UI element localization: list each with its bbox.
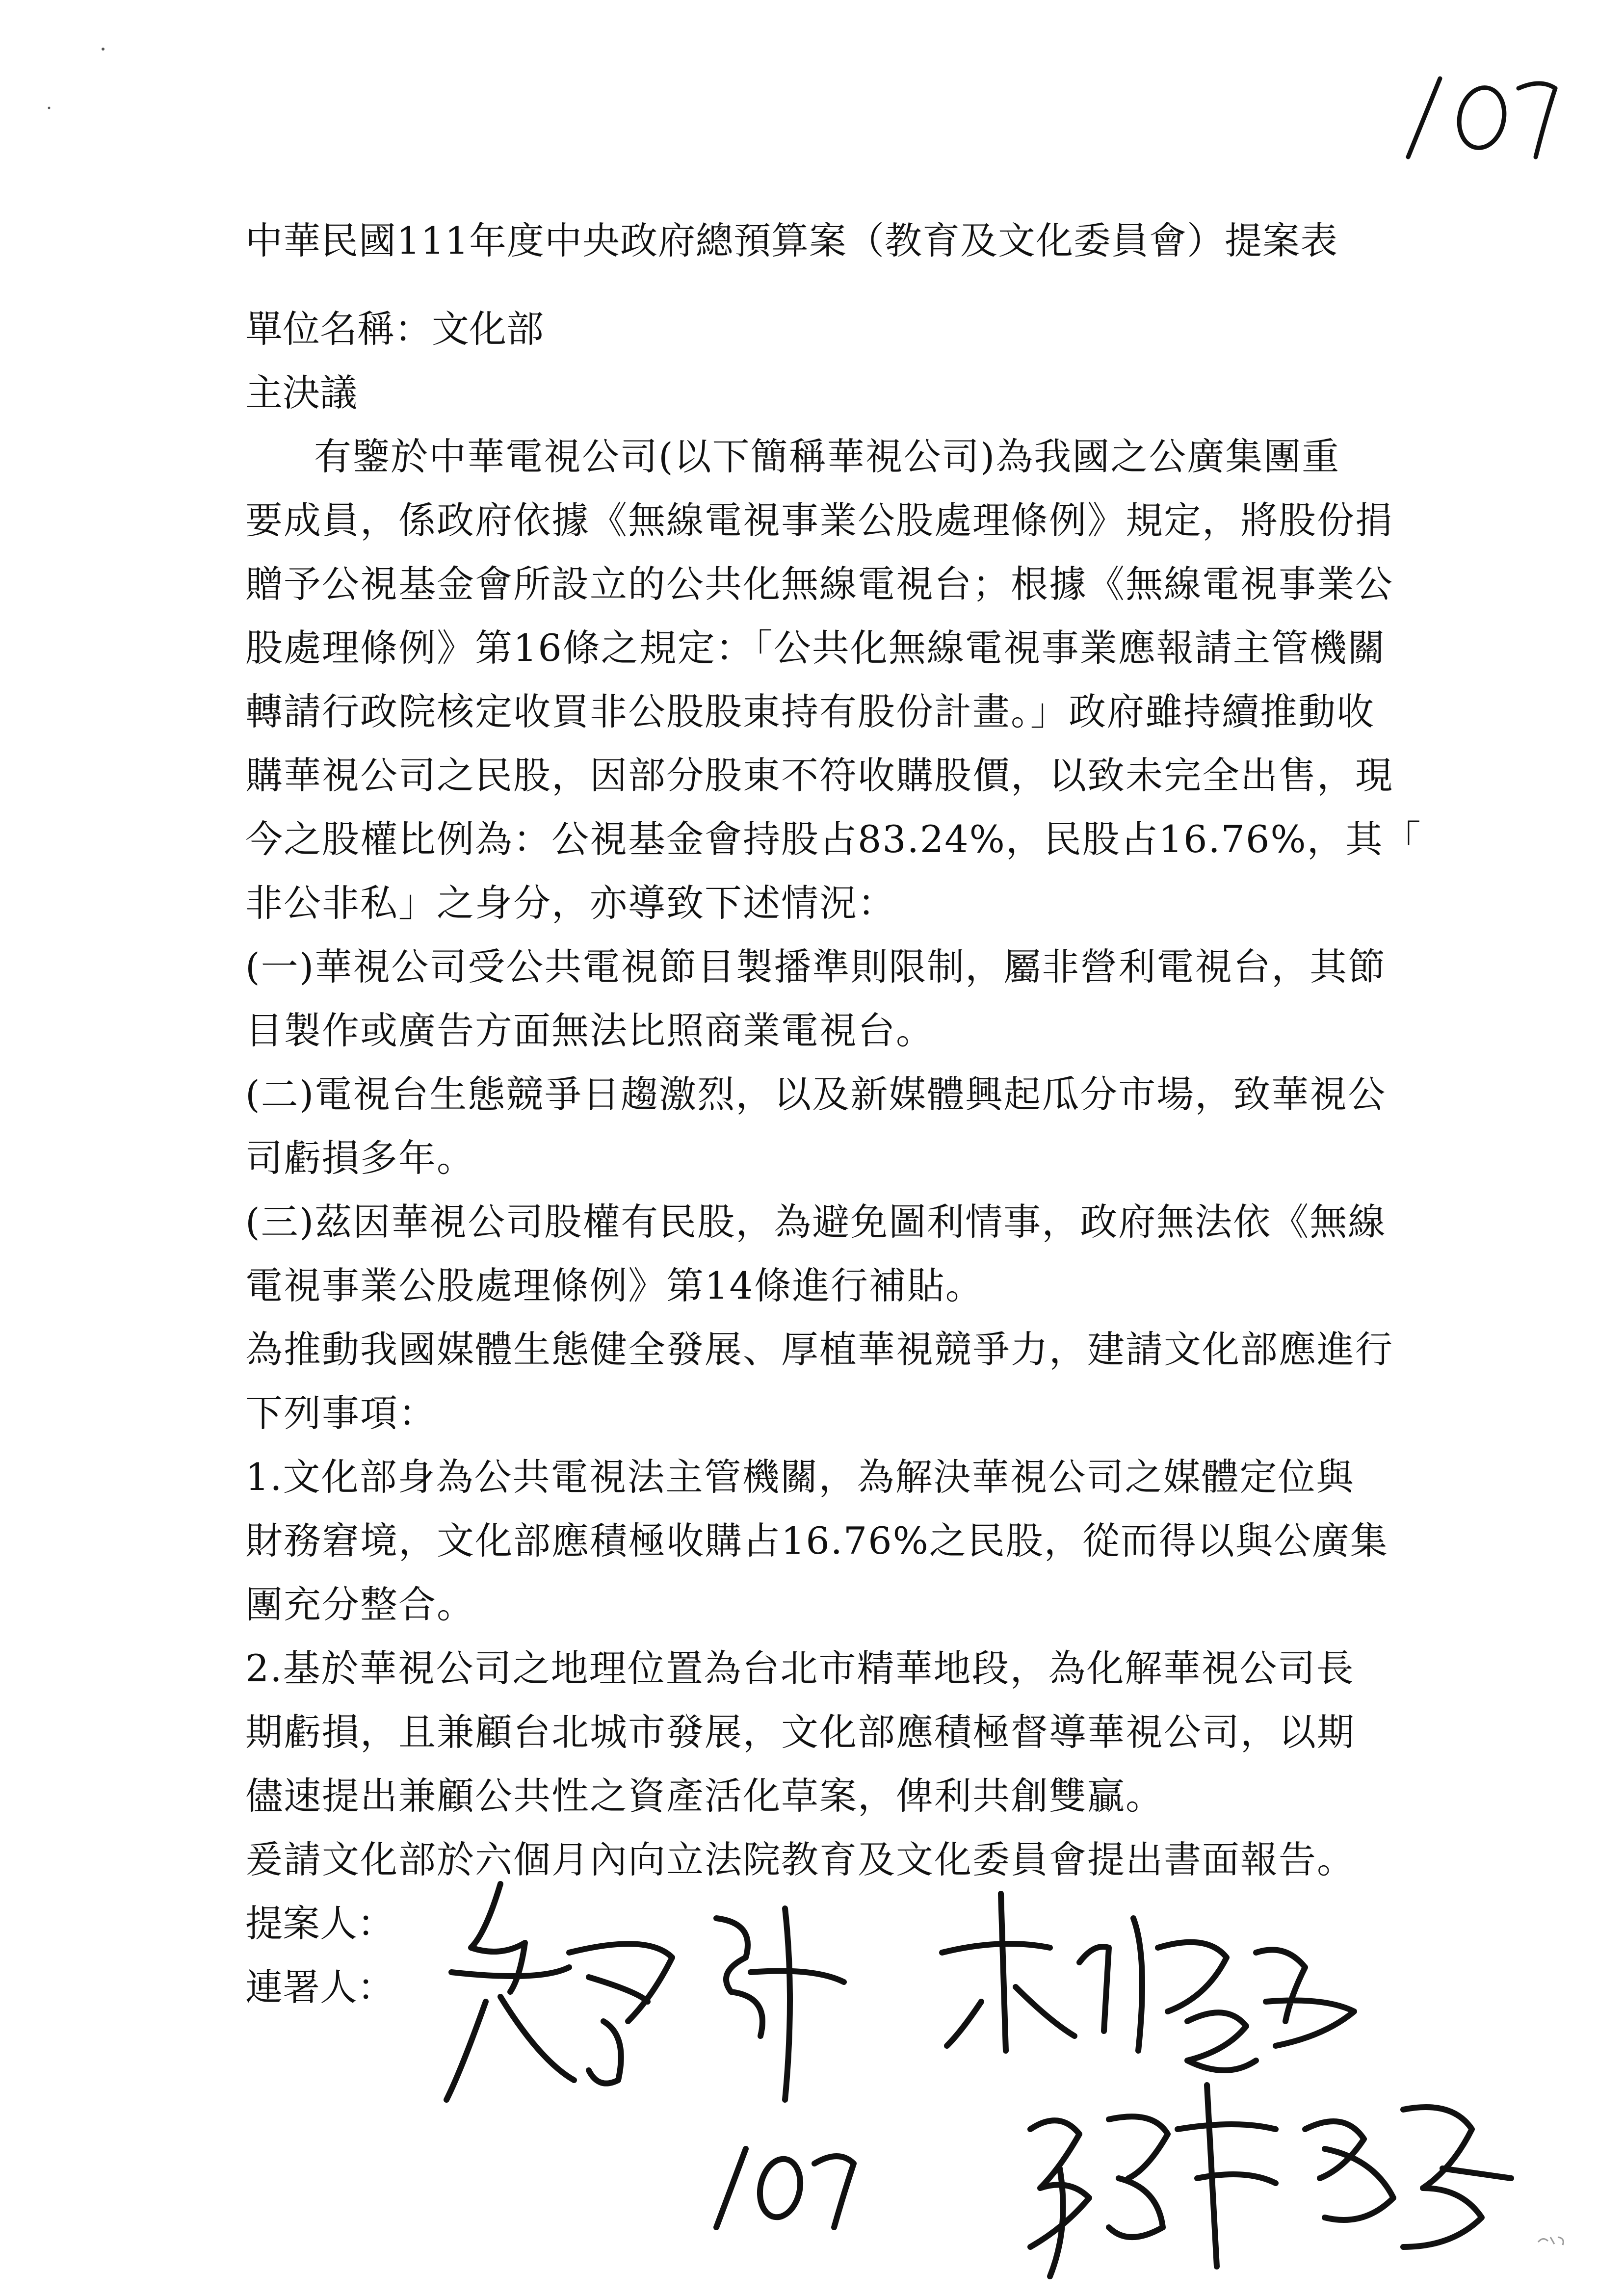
- scan-speck: [44, 103, 54, 113]
- body-line: 股處理條例》第16條之規定：「公共化無線電視事業應報請主管機關: [245, 626, 1386, 670]
- body-line: 下列事項：: [245, 1391, 437, 1435]
- cosigner-label: 連署人：: [245, 1965, 394, 2009]
- body-line: 非公非私」之身分，亦導致下述情況：: [245, 881, 896, 925]
- body-line: 期虧損，且兼顧台北城市發展，文化部應積極督導華視公司，以期: [245, 1710, 1355, 1754]
- body-line: 團充分整合。: [245, 1583, 475, 1626]
- body-line: 今之股權比例為：公視基金會持股占83.24%，民股占16.76%，其「: [245, 817, 1422, 861]
- handwritten-page-number: [1393, 59, 1570, 172]
- body-line: 要成員，係政府依據《無線電視事業公股處理條例》規定，將股份捐: [245, 498, 1393, 542]
- body-line: (三)茲因華視公司股權有民股，為避免圖利情事，政府無法依《無線: [245, 1200, 1387, 1244]
- body-line: 目製作或廣告方面無法比照商業電視台。: [245, 1009, 934, 1052]
- scan-speck: [1536, 2232, 1570, 2247]
- body-line: 轉請行政院核定收買非公股股東持有股份計畫。」政府雖持續推動收: [245, 690, 1375, 733]
- body-line: 購華視公司之民股，因部分股東不符收購股價，以致未完全出售，現: [245, 754, 1393, 797]
- body-line: (一)華視公司受公共電視節目製播準則限制，屬非營利電視台，其節: [245, 945, 1387, 989]
- body-line: 儘速提出兼顧公共性之資產活化草案，俾利共創雙贏。: [245, 1774, 1164, 1818]
- body-line: 電視事業公股處理條例》第14條進行補貼。: [245, 1264, 984, 1307]
- body-line: 司虧損多年。: [245, 1136, 475, 1180]
- proposer-label: 提案人：: [245, 1902, 394, 1945]
- document-title: 中華民國111年度中央政府總預算案（教育及文化委員會）提案表: [245, 219, 1338, 262]
- handwritten-signatures: [442, 1874, 1609, 2296]
- body-line: (二)電視台生態競爭日趨激烈，以及新媒體興起瓜分市場，致華視公: [245, 1072, 1387, 1116]
- body-line: 贈予公視基金會所設立的公共化無線電視台；根據《無線電視事業公: [245, 562, 1393, 606]
- body-line: 為推動我國媒體生態健全發展、厚植華視競爭力，建請文化部應進行: [245, 1328, 1393, 1371]
- body-line: 爰請文化部於六個月內向立法院教育及文化委員會提出書面報告。: [245, 1838, 1355, 1881]
- body-line: 有鑒於中華電視公司(以下簡稱華視公司)為我國之公廣集團重: [314, 435, 1340, 478]
- body-line: 2.基於華視公司之地理位置為台北市精華地段，為化解華視公司長: [245, 1646, 1355, 1690]
- body-line: 財務窘境，文化部應積極收購占16.76%之民股，從而得以與公廣集: [245, 1519, 1388, 1563]
- unit-name: 單位名稱：文化部: [245, 307, 544, 351]
- resolution-heading: 主決議: [245, 371, 357, 415]
- body-line: 1.文化部身為公共電視法主管機關，為解決華視公司之媒體定位與: [245, 1455, 1355, 1499]
- scan-speck: [98, 44, 108, 54]
